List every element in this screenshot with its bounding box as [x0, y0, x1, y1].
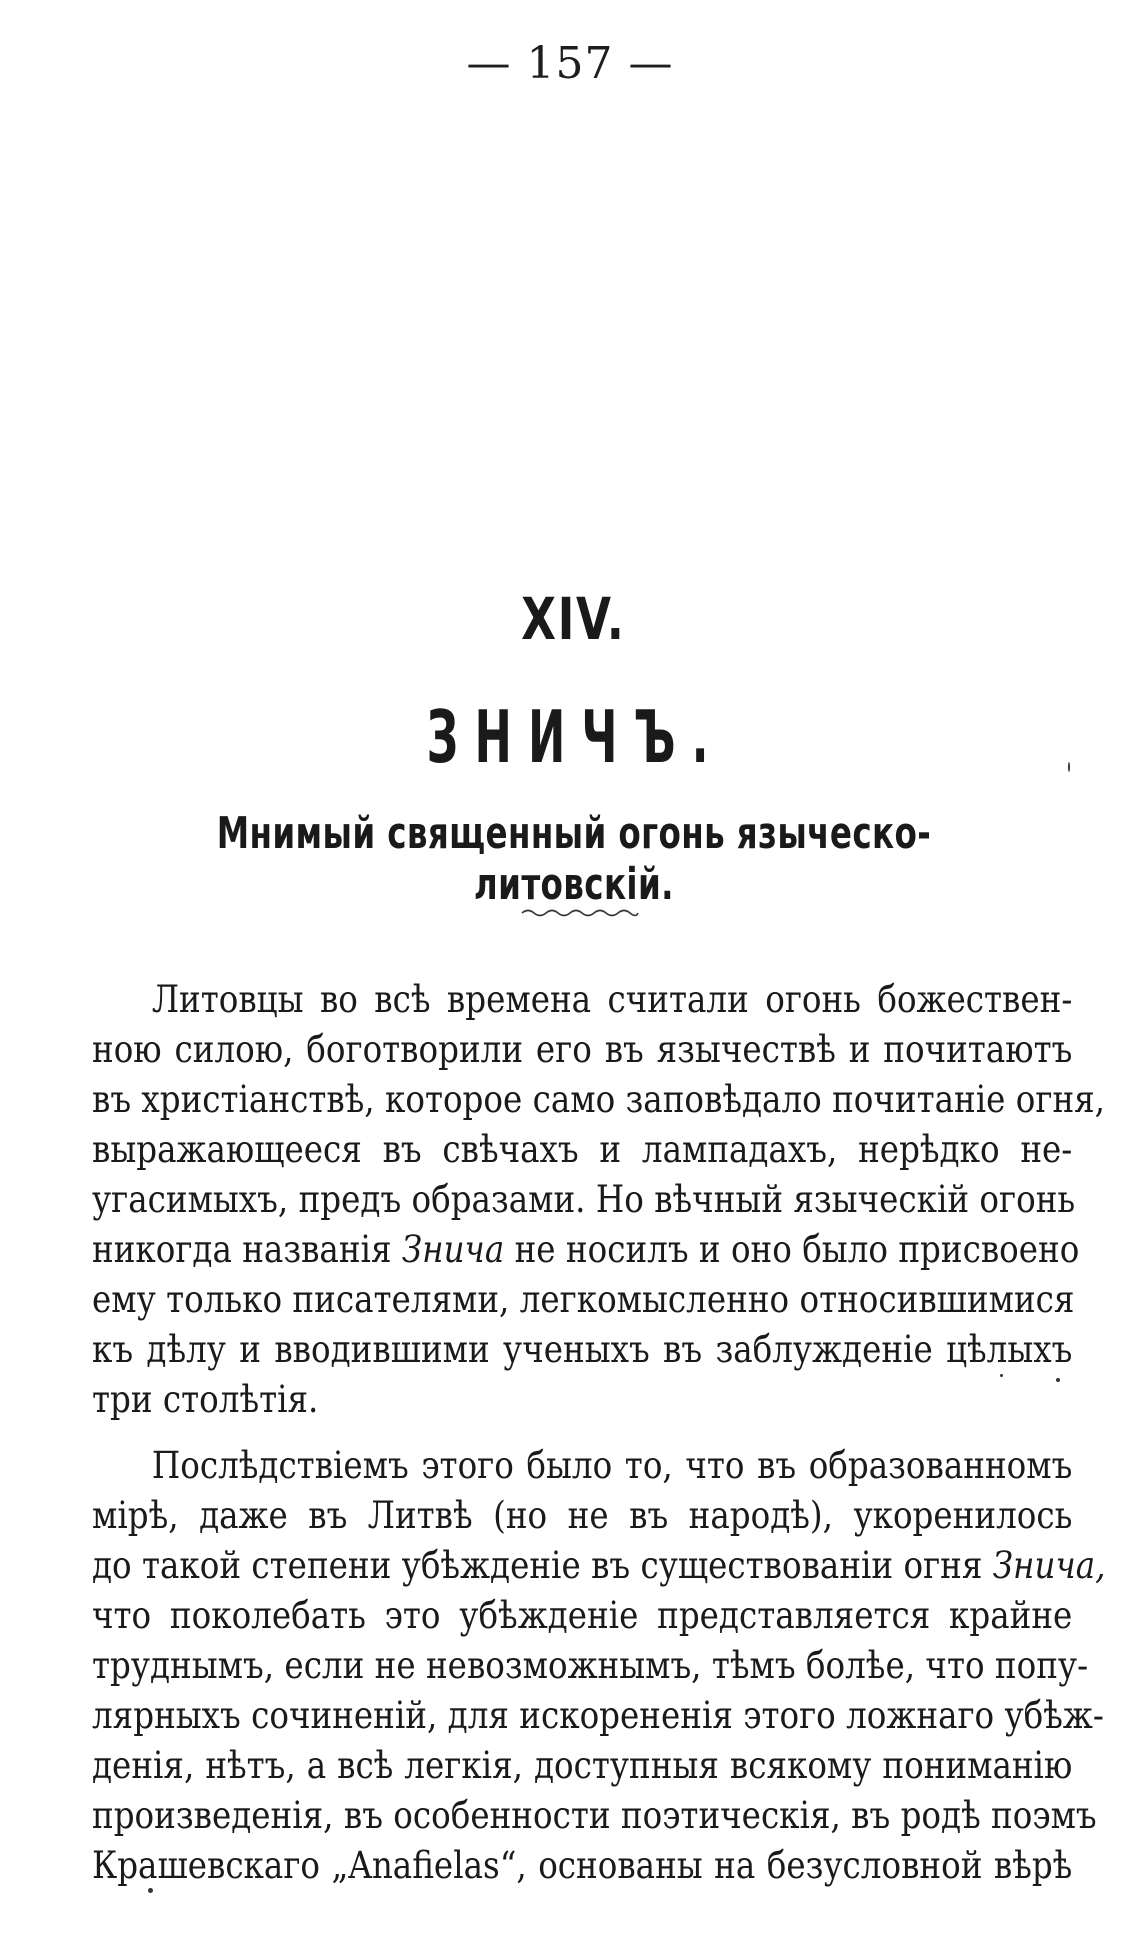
text-line: Послѣдствіемъ этого было то, что въ образованномъ: [151, 1444, 1073, 1487]
text-line: ною силою, боготворили его въ язычествѣ и почитаютъ: [92, 1028, 1073, 1071]
text-line: до такой степени убѣжденіе въ существованіи огня Знича,: [92, 1544, 1106, 1587]
text-line: три столѣтія.: [92, 1378, 319, 1421]
ornament-divider: [520, 906, 640, 920]
print-speck: [1000, 1374, 1003, 1377]
text-line: что поколебать это убѣжденіе представляется крайне: [92, 1594, 1073, 1637]
page-number: — 157 —: [466, 38, 674, 89]
text-line: выражающееся въ свѣчахъ и лампадахъ, нерѣдко не-: [92, 1128, 1073, 1171]
chapter-subtitle: Мнимый священный огонь языческо-литовскій.: [216, 808, 932, 910]
text-line: труднымъ, если не невозможнымъ, тѣмъ болѣе, что попу-: [92, 1644, 1089, 1687]
print-speck: [1068, 762, 1070, 772]
print-speck: [148, 1888, 153, 1893]
text-line: ему только писателями, легкомысленно относившимися: [92, 1278, 1075, 1321]
text-line: никогда названія Знича не носилъ и оно было присвоено: [92, 1228, 1080, 1271]
body-text: [92, 975, 1106, 1891]
text-line: въ христіанствѣ, которое само заповѣдало почитаніе огня,: [92, 1078, 1106, 1121]
paragraph-2: [92, 1441, 1106, 1891]
text-line: лярныхъ сочиненій, для искорененія этого ложнаго убѣж-: [92, 1694, 1104, 1737]
italic-term: Знича,: [992, 1544, 1106, 1587]
print-speck: [1056, 1378, 1060, 1382]
text-line: денія, нѣтъ, а всѣ легкія, доступныя всякому пониманію: [92, 1744, 1073, 1787]
text-line: угасимыхъ, предъ образами. Но вѣчный языческій огонь: [92, 1178, 1076, 1221]
text-line: произведенія, въ особенности поэтическія, въ родѣ поэмъ: [92, 1794, 1097, 1837]
chapter-number: XIV.: [521, 585, 626, 653]
chapter-title: ЗНИЧЪ.: [426, 695, 725, 779]
text-line: Крашевскаго „Anafielas“, основаны на безусловной вѣрѣ: [92, 1844, 1073, 1887]
text-line: мірѣ, даже въ Литвѣ (но не въ народѣ), укоренилось: [92, 1494, 1073, 1537]
paragraph-1: [92, 975, 1106, 1425]
italic-term: Знича: [401, 1228, 505, 1271]
text-line: къ дѣлу и вводившими ученыхъ въ заблужденіе цѣлыхъ: [92, 1328, 1073, 1371]
text-line: Литовцы во всѣ времена считали огонь божествен-: [151, 978, 1073, 1021]
